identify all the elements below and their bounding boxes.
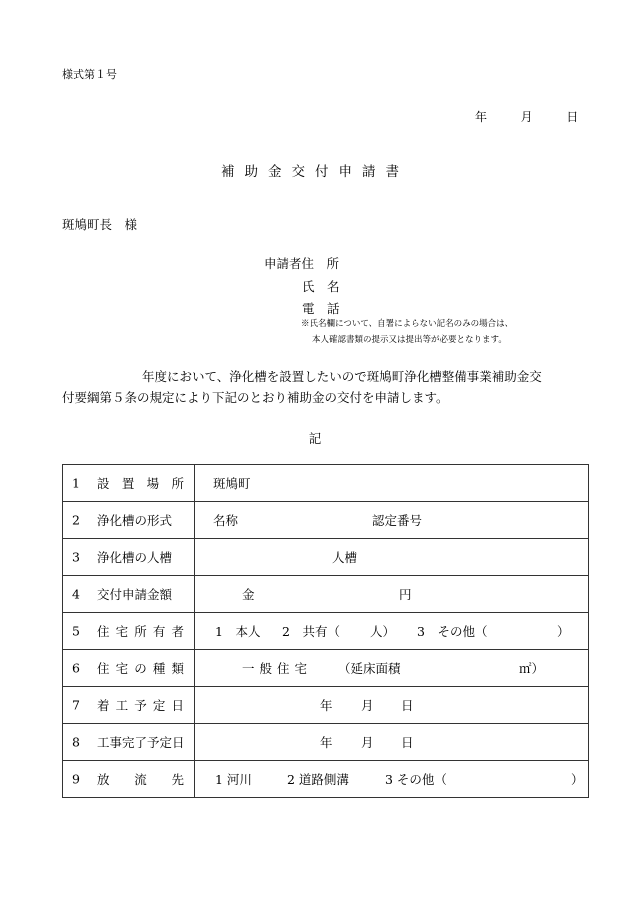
square-meter-unit: ㎡）	[519, 661, 545, 676]
house-type-general: 一般住宅	[242, 661, 313, 676]
row-number: 9	[72, 771, 80, 787]
row-label-cell	[63, 502, 195, 539]
row-label-char: 置	[121, 476, 135, 491]
row-label-cell	[63, 613, 195, 650]
row-label: 浄化槽の人槽	[97, 550, 173, 565]
yen-unit: 円	[399, 587, 412, 602]
row-label-char: の	[134, 661, 147, 676]
table-row	[63, 687, 589, 724]
row-label-char: 日	[171, 698, 184, 713]
row-label-char: 流	[134, 772, 147, 787]
discharge-destination-cell[interactable]	[195, 761, 589, 798]
table-row	[63, 502, 589, 539]
discharge-option-other[interactable]: 3 その他（	[385, 772, 447, 787]
row-label-cell	[63, 539, 195, 576]
row-label: 工事完了予定日	[97, 735, 185, 750]
table-row	[63, 576, 589, 613]
row-label	[97, 474, 184, 492]
installation-location-cell[interactable]	[195, 465, 589, 502]
row-label	[97, 770, 184, 788]
row-label-char: 者	[171, 624, 184, 639]
row-label-char: 所	[134, 624, 147, 639]
row-label-char: 着	[97, 698, 110, 713]
row-label: 交付申請金額	[97, 587, 173, 602]
completion-year: 年	[320, 735, 333, 750]
row-label-char: 放	[97, 772, 110, 787]
owner-option-self[interactable]: 1 本人	[215, 624, 261, 639]
owner-other-close: ）	[557, 624, 570, 639]
application-items-table	[62, 464, 589, 798]
row-label	[97, 659, 184, 677]
owner-option-shared[interactable]: 2 共有（	[282, 624, 340, 639]
signature-note-line2: 本人確認書類の提示又は提出等が必要となります。	[312, 335, 507, 345]
house-type-cell[interactable]	[195, 650, 589, 687]
date-month: 月	[520, 110, 533, 124]
date-day: 日	[566, 110, 579, 124]
table-row	[63, 465, 589, 502]
row-label-cell	[63, 576, 195, 613]
row-label-char: 住	[97, 661, 110, 676]
row-number: 1	[72, 475, 80, 491]
row-label-char: 予	[134, 698, 147, 713]
house-owner-cell[interactable]	[195, 613, 589, 650]
body-text-line2: 付要綱第５条の規定により下記のとおり補助金の交付を申請します。	[62, 390, 449, 405]
start-date-cell[interactable]	[195, 687, 589, 724]
start-day: 日	[401, 698, 414, 713]
row-number: 4	[72, 586, 80, 602]
capacity-unit: 人槽	[332, 550, 358, 565]
row-label-char: 場	[146, 476, 160, 491]
ki-heading: 記	[308, 431, 322, 446]
row-label-cell	[63, 724, 195, 761]
start-year: 年	[320, 698, 333, 713]
row-label-char: 宅	[115, 661, 129, 676]
row-number: 7	[72, 697, 80, 713]
row-label: 浄化槽の形式	[97, 513, 173, 528]
row-label-char: 住	[97, 624, 110, 639]
row-number: 6	[72, 660, 80, 676]
row-number: 8	[72, 734, 80, 750]
row-label-char: 工	[115, 698, 129, 713]
applicant-name-label: 氏 名	[302, 279, 340, 294]
town-name: 斑鳩町	[213, 476, 251, 491]
row-label	[97, 622, 184, 640]
row-label-cell	[63, 465, 195, 502]
tank-model-cell[interactable]	[195, 502, 589, 539]
body-text-line1: 年度において、浄化槽を設置したいので斑鳩町浄化槽整備事業補助金交	[142, 369, 542, 384]
application-date	[475, 108, 578, 125]
row-number: 2	[72, 512, 80, 528]
discharge-option-river[interactable]: 1 河川	[215, 772, 252, 787]
table-row	[63, 650, 589, 687]
row-label-char: 類	[171, 661, 184, 676]
row-label-char: 有	[152, 624, 166, 639]
floor-area-label: （延床面積	[338, 661, 401, 676]
completion-date-cell[interactable]	[195, 724, 589, 761]
form-number: 様式第１号	[62, 68, 117, 81]
completion-day: 日	[401, 735, 414, 750]
addressee: 斑鳩町長 様	[62, 217, 138, 232]
tank-capacity-cell[interactable]	[195, 539, 589, 576]
table-row	[63, 613, 589, 650]
document-title: 補助金交付申請書	[221, 164, 409, 180]
row-label-cell	[63, 761, 195, 798]
owner-option-other[interactable]: 3 その他（	[417, 624, 488, 639]
amount-prefix: 金	[242, 587, 255, 602]
model-name-label: 名称	[213, 513, 239, 528]
certification-number-label: 認定番号	[372, 513, 423, 528]
requested-amount-cell[interactable]	[195, 576, 589, 613]
discharge-other-close: ）	[571, 772, 584, 787]
row-label-char: 種	[152, 661, 166, 676]
completion-month: 月	[361, 735, 374, 750]
row-label-char: 宅	[115, 624, 129, 639]
row-label-cell	[63, 687, 195, 724]
table-row	[63, 761, 589, 798]
row-label-char: 設	[97, 476, 110, 491]
row-label-char: 先	[171, 772, 184, 787]
discharge-option-road-ditch[interactable]: 2 道路側溝	[287, 772, 349, 787]
row-label	[97, 696, 184, 714]
applicant-phone-label: 電 話	[302, 301, 340, 316]
row-number: 3	[72, 549, 80, 565]
table-row	[63, 724, 589, 761]
start-month: 月	[361, 698, 374, 713]
applicant-address-label: 申請者住 所	[264, 256, 340, 271]
signature-note-line1: ※氏名欄について、自署によらない記名のみの場合は、	[301, 319, 514, 329]
row-label-char: 定	[152, 698, 166, 713]
shared-person-count: 人）	[370, 624, 396, 639]
date-year: 年	[475, 110, 488, 124]
row-number: 5	[72, 623, 80, 639]
table-row	[63, 539, 589, 576]
row-label-cell	[63, 650, 195, 687]
row-label-char: 所	[171, 476, 184, 491]
